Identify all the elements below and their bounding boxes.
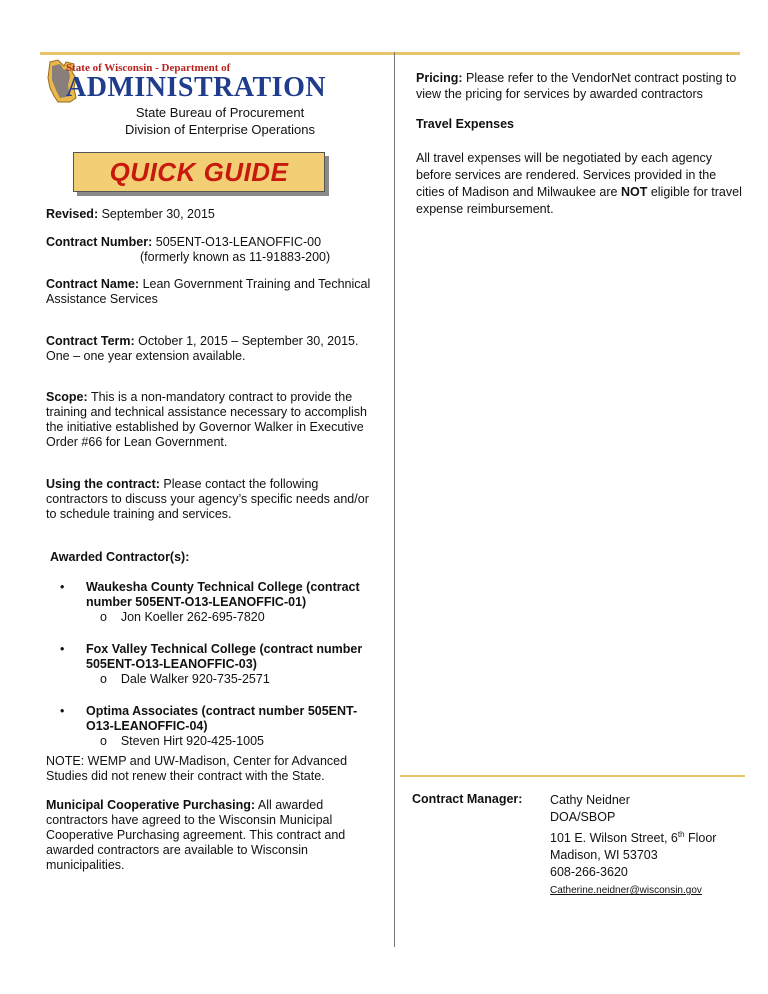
column-divider (394, 52, 395, 947)
revised-line (46, 207, 376, 222)
top-accent-line (40, 52, 740, 55)
contract-term-value: October 1, 2015 – September 30, 2015. One – one year extension available. (46, 334, 359, 363)
contractor-contact: o Jon Koeller 262-695-7820 (100, 610, 265, 624)
contract-name-label: Contract Name: (46, 277, 140, 291)
manager-name: Cathy Neidner (550, 793, 630, 807)
manager-street: 101 E. Wilson Street, 6th Floor (550, 830, 717, 846)
scope (46, 390, 376, 450)
contract-number-label: Contract Number: (46, 235, 153, 249)
manager-phone: 608-266-3620 (550, 865, 628, 880)
municipal-value: All awarded contractors have agreed to the Wisconsin Municipal Cooperative Purchasing agreement. This contract and awarded contractors are available to Wisconsin municipalities. (46, 798, 346, 872)
contract-manager-info (550, 792, 716, 899)
using-contract (46, 477, 376, 522)
contract-number-value: 505ENT-O13-LEANOFFIC-00 (155, 235, 322, 249)
contract-number (46, 235, 376, 265)
contract-number-formerly: (formerly known as 11-91883-200) (140, 250, 331, 264)
contractor-list (60, 580, 380, 749)
doa-logo (44, 58, 327, 103)
pricing (416, 70, 746, 102)
contract-term (46, 334, 376, 364)
contractor-contact: o Dale Walker 920-735-2571 (100, 672, 270, 686)
quick-guide-title: QUICK GUIDE (109, 156, 289, 187)
manager-city: Madison, WI 53703 (550, 848, 658, 863)
bullet-icon: • (60, 704, 65, 718)
quick-guide-banner (73, 152, 325, 192)
contract-name (46, 277, 376, 307)
contractor-name: Fox Valley Technical College (contract number 505ENT-O13-LEANOFFIC-03) (86, 642, 363, 671)
list-item (60, 580, 380, 625)
scope-value: This is a non-mandatory contract to provide the training and technical assistance necessary to accomplish the initiative established by Governor Walker in Executive Order #66 for Lean Government. (46, 390, 368, 449)
contractor-name: Optima Associates (contract number 505ENT-O13-LEANOFFIC-04) (86, 704, 358, 733)
logo-line-1: State of Wisconsin - Department of (66, 62, 231, 74)
list-item (60, 704, 380, 749)
revised-label: Revised: (46, 207, 99, 221)
division-name: Division of Enterprise Operations (124, 122, 316, 137)
list-item (60, 642, 380, 687)
manager-accent-line (400, 775, 745, 777)
logo-line-2: ADMINISTRATION (66, 72, 327, 103)
contractor-name: Waukesha County Technical College (contract number 505ENT-O13-LEANOFFIC-01) (86, 580, 360, 609)
travel-heading: Travel Expenses (416, 117, 514, 131)
bureau-block (100, 104, 340, 138)
bureau-name: State Bureau of Procurement (135, 105, 305, 120)
awarded-heading: Awarded Contractor(s): (50, 550, 190, 564)
bullet-icon: • (60, 580, 65, 594)
revised-value: September 30, 2015 (101, 207, 215, 221)
contract-name-value: Lean Government Training and Technical Assistance Services (46, 277, 371, 306)
pricing-value: Please refer to the VendorNet contract posting to view the pricing for services by awarded contractors (416, 71, 737, 101)
contractor-contact: o Steven Hirt 920-425-1005 (100, 734, 264, 748)
travel-text: All travel expenses will be negotiated by each agency before services are rendered. Services provided in the cities of Madison and Milwaukee are NOT eligible for travel expense reimbursement. (416, 151, 742, 216)
bullet-icon: • (60, 642, 65, 656)
contract-manager-label: Contract Manager: (412, 792, 523, 806)
pricing-label: Pricing: (416, 71, 463, 85)
manager-email-link[interactable]: Catherine.neidner@wisconsin.gov (550, 885, 702, 897)
contract-term-label: Contract Term: (46, 334, 135, 348)
using-label: Using the contract: (46, 477, 160, 491)
scope-label: Scope: (46, 390, 88, 404)
using-value: Please contact the following contractors to discuss your agency’s specific needs and/or to schedule training and services. (46, 477, 369, 521)
municipal-label: Municipal Cooperative Purchasing: (46, 798, 256, 812)
manager-dept: DOA/SBOP (550, 810, 616, 824)
note: NOTE: WEMP and UW-Madison, Center for Advanced Studies did not renew their contract with the State. (46, 754, 348, 783)
municipal-purchasing (46, 798, 376, 873)
